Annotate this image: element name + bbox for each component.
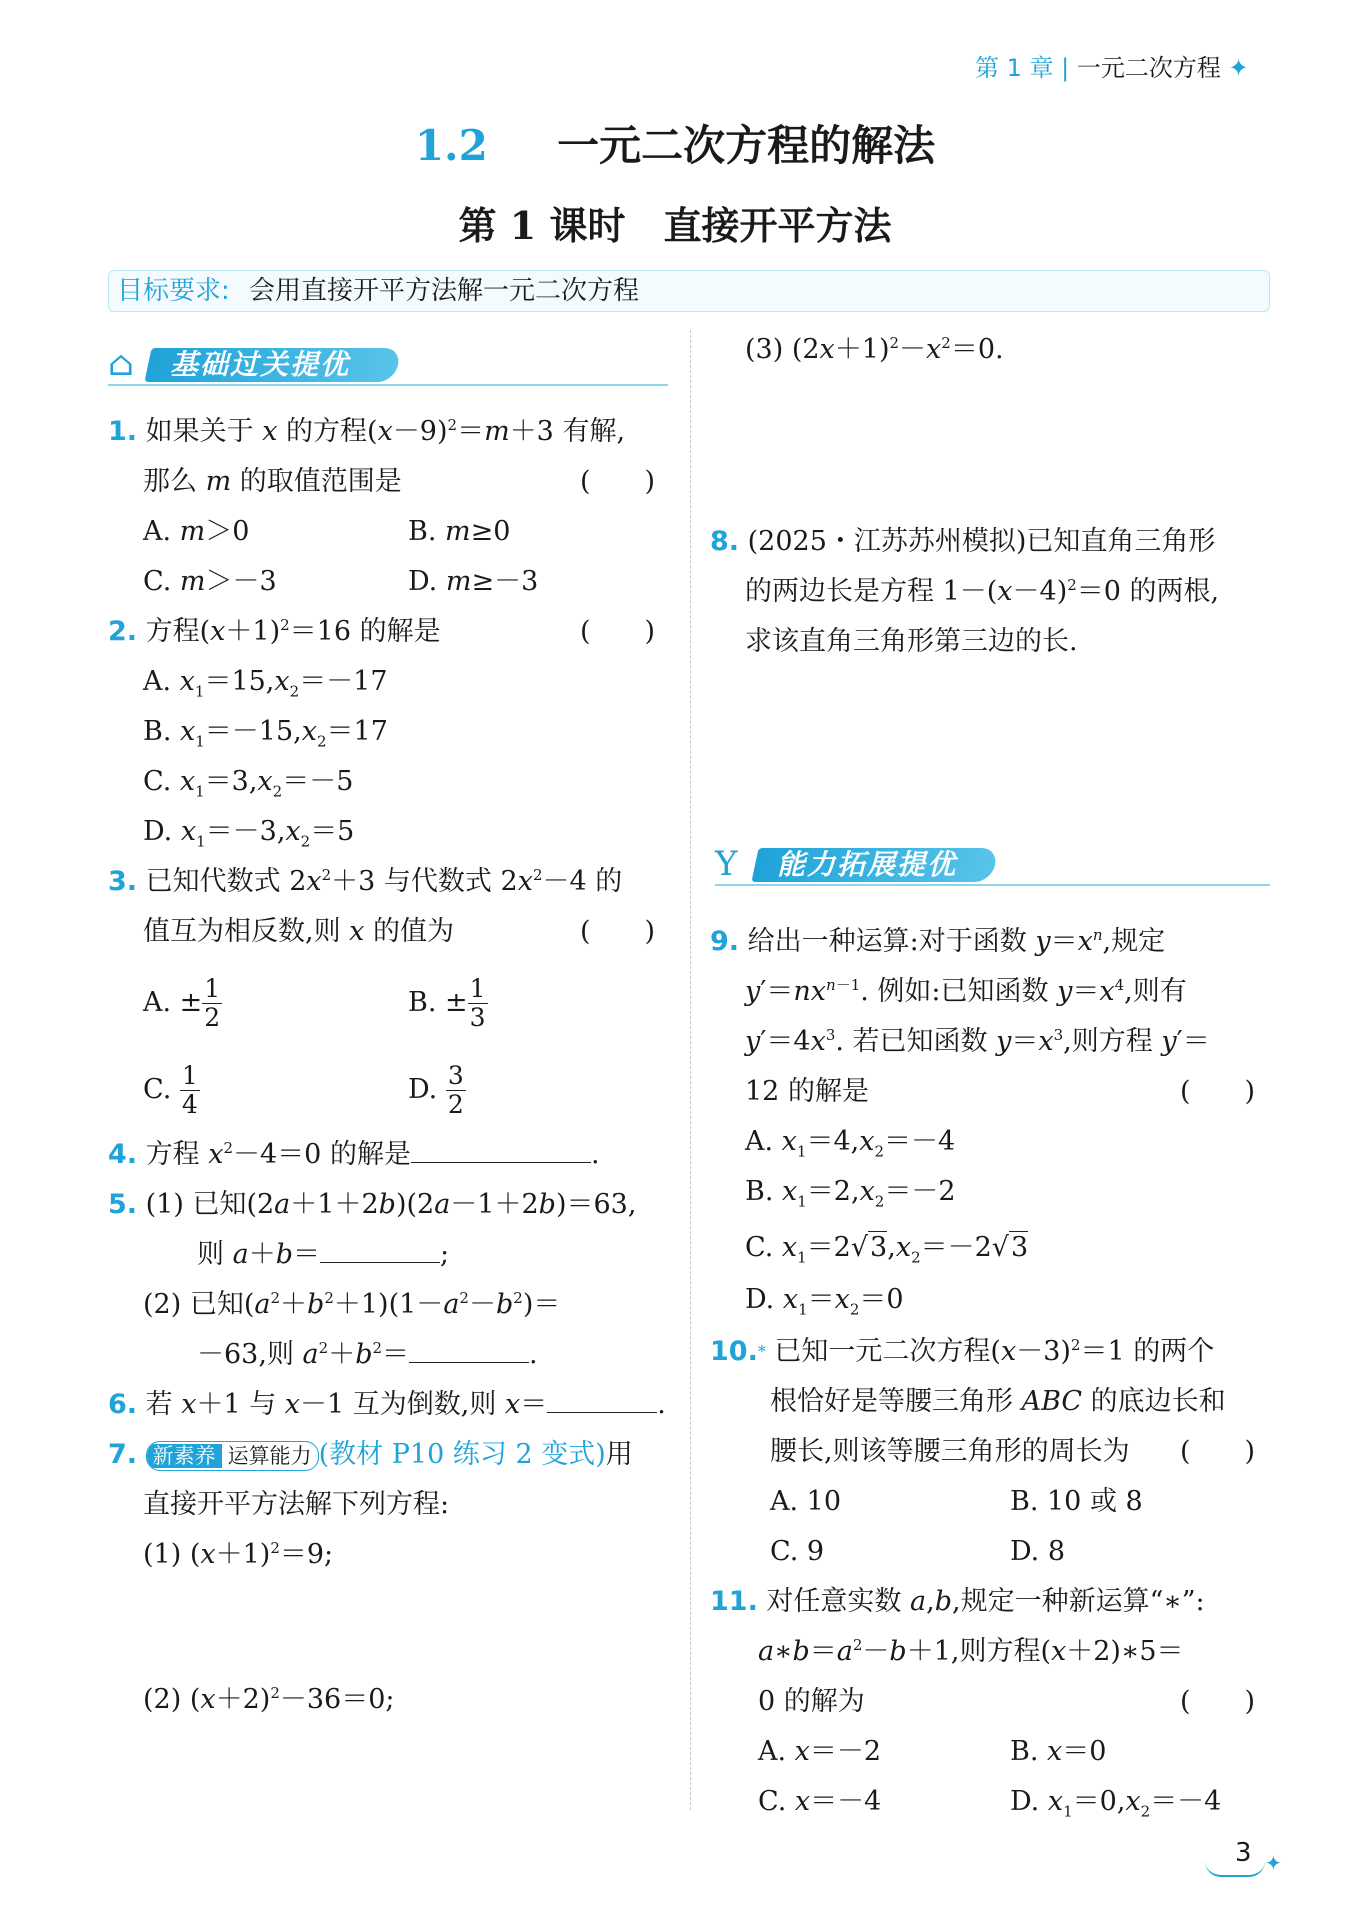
q10-option-b: B. 10 或 8	[1010, 1486, 1143, 1517]
q9-line4: 12 的解是	[745, 1076, 869, 1107]
page-swoosh	[1205, 1861, 1265, 1877]
sparkle-icon: ✦	[1265, 1851, 1282, 1875]
banner-ability-text: 能力拓展提优	[777, 848, 958, 881]
objective-box	[108, 270, 1270, 312]
q2-option-d: D. $x_1=-3,x_2=5$	[143, 816, 355, 851]
q11-option-a: A. x＝－2	[758, 1736, 882, 1767]
q3-answer-paren: ( )	[580, 916, 656, 947]
q1-option-a: A. m＞0	[143, 516, 250, 547]
q2-line1: 2. 方程$(x+1)^2=16$ 的解是	[108, 616, 441, 647]
banner-ability	[715, 842, 1270, 888]
q11-line2: $a∗b=a^2-b+1$,则方程(x＋2)∗5＝	[758, 1636, 1184, 1667]
q2-answer-paren: ( )	[580, 616, 656, 647]
page-number: 3	[1235, 1838, 1252, 1868]
q10-line3: 腰长,则该等腰三角形的周长为	[770, 1436, 1130, 1467]
column-divider	[690, 330, 691, 1810]
header-separator: |	[1061, 54, 1070, 82]
q3-line2: 值互为相反数,则 x 的值为	[143, 916, 454, 947]
page-number-block	[1205, 1835, 1285, 1879]
q11-option-c: C. x＝－4	[758, 1786, 882, 1817]
lesson-title: 第 1 课时 直接开平方法	[458, 203, 892, 248]
q11-line3: 0 的解为	[758, 1686, 865, 1717]
q3-option-c: C. $\frac{1}{4}$	[143, 1061, 198, 1119]
trophy-icon: Y	[715, 844, 738, 884]
q1-option-d: D. m≥－3	[408, 566, 539, 597]
objective-label: 目标要求:	[117, 276, 230, 306]
badge-skill: 运算能力	[227, 1443, 312, 1468]
q6-blank[interactable]	[547, 1386, 657, 1413]
q2-option-c: C. $x_1=3,x_2=-5$	[143, 766, 354, 801]
q2-option-b: B. $x_1=-15,x_2=17$	[143, 716, 388, 751]
chapter-label: 第 1 章	[975, 54, 1054, 82]
q11-answer-paren: ( )	[1180, 1686, 1256, 1717]
banner-basic-text: 基础过关提优	[170, 348, 351, 381]
q11-option-b: B. x＝0	[1010, 1736, 1107, 1767]
q7-line2: 直接开平方法解下列方程:	[143, 1489, 450, 1520]
q3-option-a: A. ± $\frac{1}{2}$	[143, 974, 221, 1032]
q10-option-d: D. 8	[1010, 1536, 1066, 1567]
q11-line1: 11. 对任意实数 a,b,规定一种新运算“∗”:	[710, 1586, 1205, 1617]
q10-line1: 10.* 已知一元二次方程$(x-3)^2=1$ 的两个	[710, 1336, 1215, 1367]
q10-line2: 根恰好是等腰三角形 ABC 的底边长和	[770, 1386, 1226, 1417]
badge-tag: 新素养	[147, 1444, 222, 1468]
q10-option-c: C. 9	[770, 1536, 825, 1567]
q9-line2: $y'=nx^{n-1}$. 例如:已知函数 $y=x^4$,则有	[745, 976, 1187, 1007]
running-header	[975, 52, 1249, 84]
q10-option-a: A. 10	[770, 1486, 842, 1517]
q3-line1: 3. 已知代数式 $2x^2+3$ 与代数式 $2x^2-4$ 的	[108, 866, 623, 897]
q9-option-c: C. $x_1=2√3,x_2=-2√3$	[745, 1232, 1029, 1267]
q5-line3: (2) 已知$(a^2+b^2+1)(1-a^2-b^2)=$	[143, 1289, 561, 1320]
section-number: 1.2	[414, 121, 488, 170]
q11-option-d: D. $x_1=0,x_2=-4$	[1010, 1786, 1222, 1821]
q5-line2: 则 a＋b＝ ;	[197, 1235, 449, 1275]
q8-line3: 求该直角三角形第三边的长.	[745, 626, 1078, 657]
q9-option-b: B. $x_1=2,x_2=-2$	[745, 1176, 956, 1211]
section-title	[0, 118, 1350, 174]
section-name: 一元二次方程的解法	[557, 121, 936, 170]
q8-line1: 8. (2025・江苏苏州模拟)已知直角三角形	[710, 526, 1216, 557]
q5-line4: －63,则 $a^2+b^2=$ .	[197, 1335, 538, 1375]
q7-part2: (2) $(x+2)^2-36=0$;	[143, 1684, 395, 1715]
badge-new-literacy	[146, 1441, 319, 1471]
q5-line1: 5. (1) 已知(2a＋1＋2b)(2a－1＋2b)＝63,	[108, 1189, 637, 1220]
q7-part1: (1) $(x+1)^2=9$;	[143, 1539, 334, 1570]
sparkle-icon: ✦	[1228, 54, 1249, 82]
banner-basic	[108, 342, 668, 388]
q8-line2: 的两边长是方程 $1-(x-4)^2=0$ 的两根,	[745, 576, 1220, 607]
q1-line2: 那么 m 的取值范围是	[143, 466, 402, 497]
q9-option-d: D. $x_1=x_2=0$	[745, 1284, 904, 1319]
q7-part3: (3) $(2x+1)^2-x^2=0$.	[745, 334, 1004, 365]
q2-option-a: A. $x_1=15,x_2=-17$	[143, 666, 388, 701]
q9-line3: $y'=4x^3$. 若已知函数 $y=x^3$,则方程 y′＝	[745, 1026, 1210, 1057]
lock-icon: ⌂	[108, 344, 134, 384]
objective-text: 会用直接开平方法解一元二次方程	[249, 276, 640, 306]
q3-option-d: D. $\frac{3}{2}$	[408, 1061, 464, 1119]
q9-answer-paren: ( )	[1180, 1076, 1256, 1107]
q1-answer-paren: ( )	[580, 466, 656, 497]
q4-blank[interactable]	[411, 1136, 591, 1163]
q3-option-b: B. ± $\frac{1}{3}$	[408, 974, 486, 1032]
q9-line1: 9. 给出一种运算:对于函数 $y=x^n$,规定	[710, 926, 1166, 957]
q4-line1: 4. 方程 $x^2-4=0$ 的解是 .	[108, 1135, 600, 1175]
q7-line1: 7. 新素养 运算能力 (教材 P10 练习 2 变式)用	[108, 1439, 633, 1470]
q1-option-b: B. m≥0	[408, 516, 511, 547]
q1-line1: 1. 如果关于 x 的方程$(x-9)^2=m+3$ 有解,	[108, 416, 626, 447]
chapter-title: 一元二次方程	[1076, 54, 1221, 82]
q10-answer-paren: ( )	[1180, 1436, 1256, 1467]
q1-option-c: C. m＞－3	[143, 566, 277, 597]
q5-2-blank[interactable]	[409, 1336, 529, 1363]
q5-1-blank[interactable]	[320, 1236, 440, 1263]
q9-option-a: A. $x_1=4,x_2=-4$	[745, 1126, 956, 1161]
q6-line1: 6. 若 x＋1 与 x－1 互为倒数,则 x＝ .	[108, 1385, 666, 1425]
